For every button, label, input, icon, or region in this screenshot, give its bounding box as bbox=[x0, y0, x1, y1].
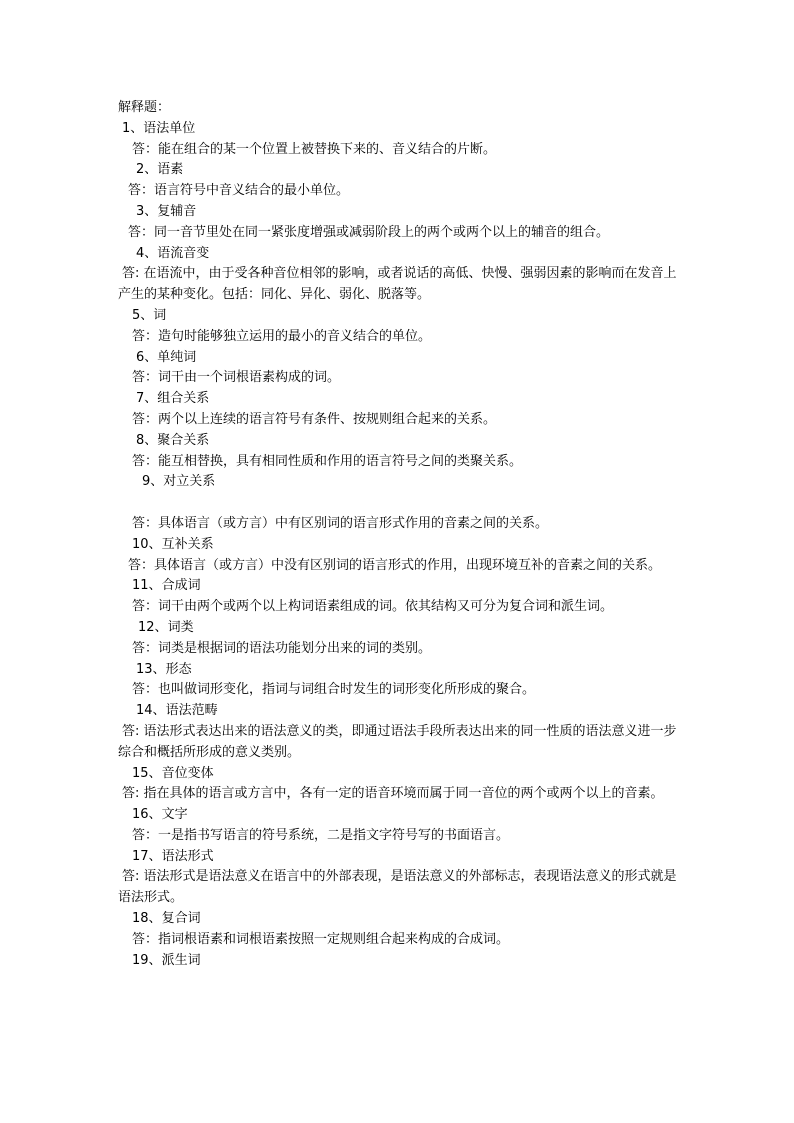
term-heading-3: 3、复辅音 bbox=[136, 203, 197, 219]
term-heading-13: 13、形态 bbox=[136, 661, 192, 677]
answer-5: 答：造句时能够独立运用的最小的音义结合的单位。 bbox=[132, 328, 432, 344]
answer-8: 答：能互相替换，具有相同性质和作用的语言符号之间的类聚关系。 bbox=[132, 453, 523, 469]
term-heading-7: 7、组合关系 bbox=[136, 391, 210, 407]
term-heading-12: 12、词类 bbox=[138, 619, 194, 635]
answer-16: 答：一是指书写语言的符号系统，二是指文字符号写的书面语言。 bbox=[132, 827, 510, 843]
answer-14: 答: 语法形式表达出来的语法意义的类，即通过语法手段所表达出来的同一性质的语法意义进一步综合和概括所形成的意义类别。 bbox=[118, 723, 677, 760]
term-heading-5: 5、词 bbox=[132, 307, 167, 323]
answer-2: 答：语言符号中音义结合的最小单位。 bbox=[128, 183, 350, 199]
term-heading-9: 9、对立关系 bbox=[142, 474, 216, 490]
answer-12: 答：词类是根据词的语法功能划分出来的词的类别。 bbox=[132, 640, 432, 656]
answer-15: 答: 指在具体的语言或方言中，各有一定的语音环境而属于同一音位的两个或两个以上的音素。 bbox=[122, 786, 664, 802]
term-heading-2: 2、语素 bbox=[136, 162, 184, 178]
term-heading-16: 16、文字 bbox=[132, 807, 188, 823]
term-heading-19: 19、派生词 bbox=[132, 952, 201, 968]
answer-10: 答：具体语言（或方言）中没有区别词的语言形式的作用，出现环境互补的音素之间的关系。 bbox=[128, 557, 662, 573]
answer-9: 答：具体语言（或方言）中有区别词的语言形式作用的音素之间的关系。 bbox=[132, 515, 549, 531]
term-heading-15: 15、音位变体 bbox=[132, 765, 214, 781]
term-heading-11: 11、合成词 bbox=[132, 578, 201, 594]
answer-7: 答：两个以上连续的语言符号有条件、按规则组合起来的关系。 bbox=[132, 411, 497, 427]
term-heading-6: 6、单纯词 bbox=[136, 349, 197, 365]
term-heading-18: 18、复合词 bbox=[132, 911, 201, 927]
answer-13: 答：也叫做词形变化，指词与词组合时发生的词形变化所形成的聚合。 bbox=[132, 682, 536, 698]
answer-6: 答：词干由一个词根语素构成的词。 bbox=[132, 370, 341, 386]
answer-17: 答: 语法形式是语法意义在语言中的外部表现，是语法意义的外部标志，表现语法意义的形式就是语法形式。 bbox=[118, 869, 677, 906]
term-heading-14: 14、语法范畴 bbox=[136, 703, 218, 719]
document-body bbox=[118, 98, 678, 971]
section-heading: 解释题： bbox=[118, 100, 171, 115]
term-heading-17: 17、语法形式 bbox=[132, 848, 214, 864]
answer-1: 答：能在组合的某一个位置上被替换下来的、音义结合的片断。 bbox=[132, 141, 497, 157]
answer-4: 答: 在语流中，由于受各种音位相邻的影响，或者说话的高低、快慢、强弱因素的影响而在发音上产生的某种变化。包括：同化、异化、弱化、脱落等。 bbox=[118, 266, 677, 303]
term-heading-8: 8、聚合关系 bbox=[136, 432, 210, 448]
blank-line bbox=[118, 493, 678, 514]
term-heading-4: 4、语流音变 bbox=[136, 245, 210, 261]
term-heading-10: 10、互补关系 bbox=[132, 536, 214, 552]
answer-3: 答：同一音节里处在同一紧张度增强或减弱阶段上的两个或两个以上的辅音的组合。 bbox=[128, 224, 610, 240]
answer-18: 答：指词根语素和词根语素按照一定规则组合起来构成的合成词。 bbox=[132, 931, 510, 947]
answer-11: 答：词干由两个或两个以上构词语素组成的词。依其结构又可分为复合词和派生词。 bbox=[132, 599, 614, 615]
term-heading-1: 1、语法单位 bbox=[122, 120, 196, 136]
